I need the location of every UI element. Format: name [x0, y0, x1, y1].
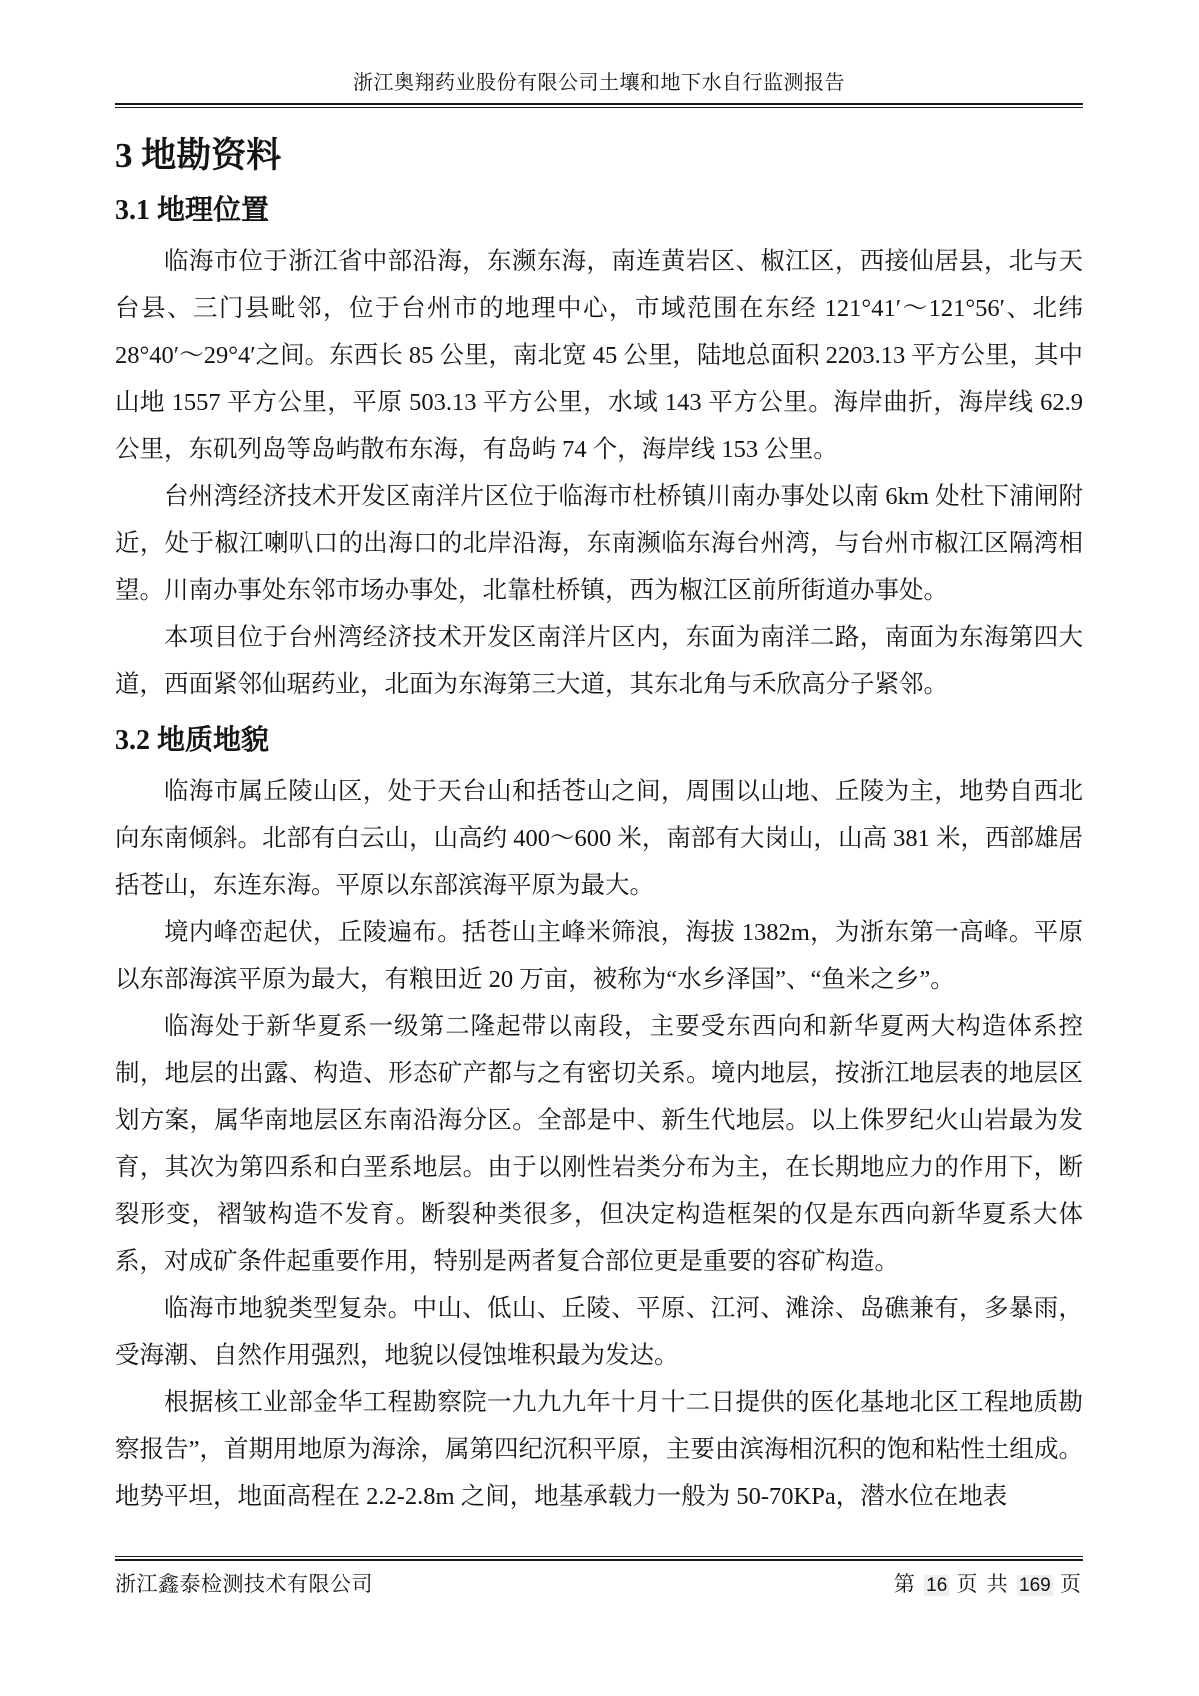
paragraph: 临海市地貌类型复杂。中山、低山、丘陵、平原、江河、滩涂、岛礁兼有，多暴雨，受海潮、自然作用强烈，地貌以侵蚀堆积最为发达。 [115, 1295, 1083, 1369]
paragraph: 境内峰峦起伏，丘陵遍布。括苍山主峰米筛浪，海拔 1382m，为浙东第一高峰。平原以东部海滨平原为最大，有粮田近 20 万亩，被称为“水乡泽国”、“鱼米之乡”。 [115, 919, 1083, 993]
footer-total-pages: 169 [1019, 1575, 1051, 1596]
footer-page-infix: 页 共 [956, 1572, 1010, 1596]
section-heading-geography: 3.1 地理位置 [115, 195, 270, 226]
paragraph: 本项目位于台州湾经济技术开发区南洋片区内，东面为南洋二路，南面为东海第四大道，西面紧邻仙琚药业，北面为东海第三大道，其东北角与禾欣高分子紧邻。 [115, 624, 1083, 698]
paragraph: 根据核工业部金华工程勘察院一九九九年十月十二日提供的医化基地北区工程地质勘察报告”，首期用地原为海涂，属第四纪沉积平原，主要由滨海相沉积的饱和粘性土组成。地势平坦，地面高程在 2.2-2.8m 之间，地基承载力一般为 50-70KPa，潜水位在地表 [115, 1389, 1083, 1510]
header-rule [115, 103, 1083, 108]
footer-company: 浙江鑫泰检测技术有限公司 [115, 1572, 373, 1596]
footer-rule [115, 1556, 1083, 1561]
page-footer [115, 1556, 1083, 1600]
chapter-title: 3 地勘资料 [115, 136, 282, 175]
header-title: 浙江奥翔药业股份有限公司土壤和地下水自行监测报告 [353, 72, 845, 94]
paragraph: 台州湾经济技术开发区南洋片区位于临海市杜桥镇川南办事处以南 6km 处杜下浦闸附近，处于椒江喇叭口的出海口的北岸沿海，东南濒临东海台州湾，与台州市椒江区隔湾相望。川南办事处东邻市场办事处，北靠杜桥镇，西为椒江区前所街道办事处。 [115, 483, 1083, 604]
section-heading-geology: 3.2 地质地貌 [115, 725, 270, 756]
paragraph: 临海市位于浙江省中部沿海，东濒东海，南连黄岩区、椒江区，西接仙居县，北与天台县、三门县毗邻，位于台州市的地理中心，市域范围在东经 121°41′～121°56′、北纬 28°40′～29°4′之间。东西长 85 公里，南北宽 45 公里，陆地总面积 2203.13 平方公里，其中山地 1557 平方公里，平原 503.13 平方公里，水域 143 平方公里。海岸曲折，海岸线 62.9 公里，东矶列岛等岛屿散布东海，有岛屿 74 个，海岸线 153 公里。 [115, 248, 1083, 463]
footer-page-prefix: 第 [893, 1572, 917, 1596]
footer-page-suffix: 页 [1060, 1572, 1083, 1596]
paragraph: 临海处于新华夏系一级第二隆起带以南段，主要受东西向和新华夏两大构造体系控制，地层的出露、构造、形态矿产都与之有密切关系。境内地层，按浙江地层表的地层区划方案，属华南地层区东南沿海分区。全部是中、新生代地层。以上侏罗纪火山岩最为发育，其次为第四系和白垩系地层。由于以刚性岩类分布为主，在长期地应力的作用下，断裂形变，褶皱构造不发育。断裂种类很多，但决定构造框架的仅是东西向新华夏系大体系，对成矿条件起重要作用，特别是两者复合部位更是重要的容矿构造。 [115, 1013, 1083, 1275]
paragraph: 临海市属丘陵山区，处于天台山和括苍山之间，周围以山地、丘陵为主，地势自西北向东南倾斜。北部有白云山，山高约 400～600 米，南部有大岗山，山高 381 米，西部雄居括苍山，东连东海。平原以东部滨海平原为最大。 [115, 778, 1083, 899]
footer-page-number: 16 [926, 1575, 948, 1596]
footer-row [115, 1570, 1083, 1600]
document-body [115, 134, 1083, 1520]
page-header [115, 0, 1083, 108]
footer-page-info [894, 1570, 1083, 1600]
